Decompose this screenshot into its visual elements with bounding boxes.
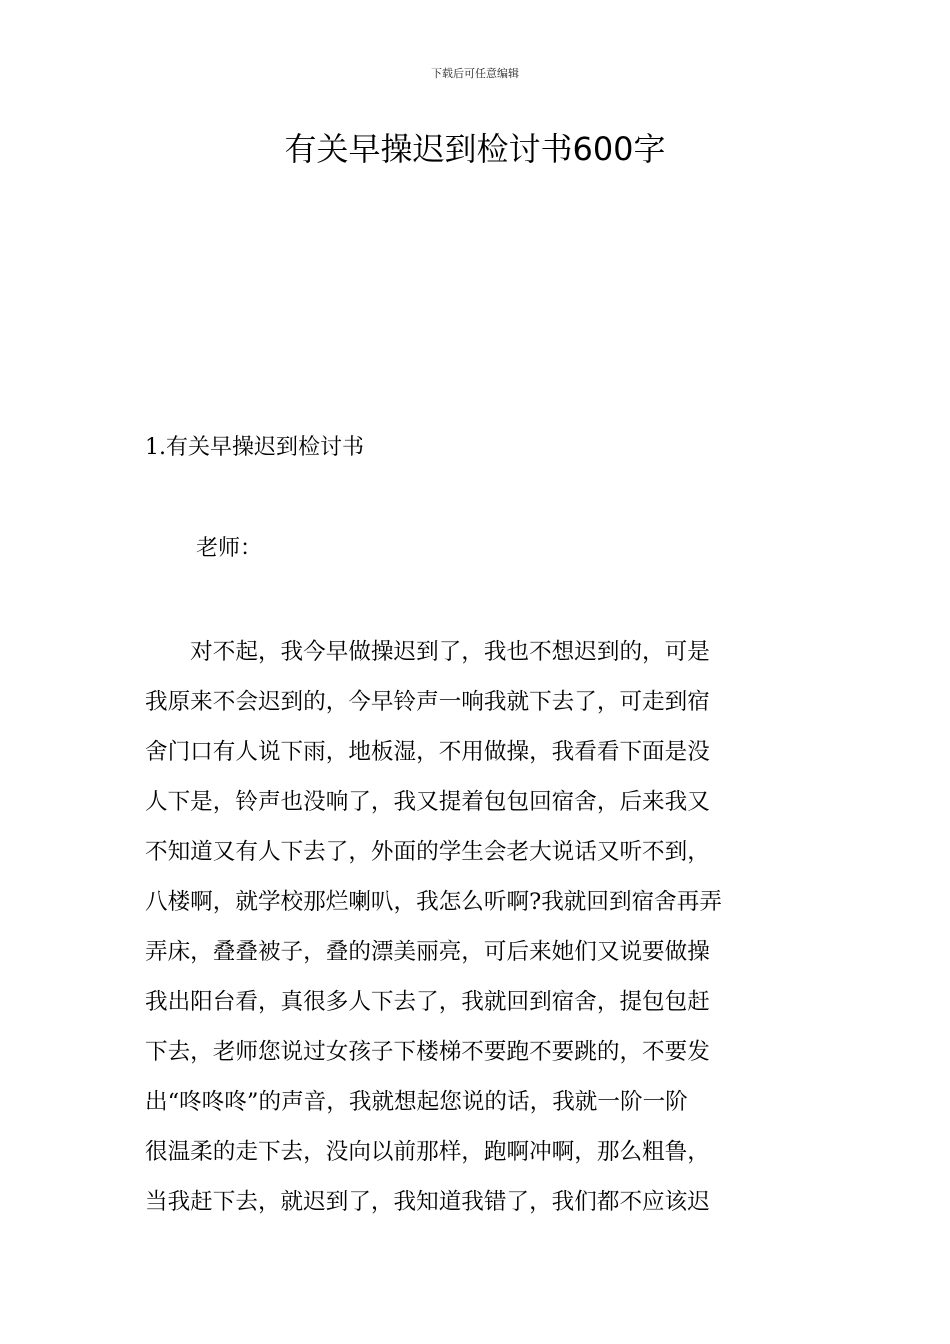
body-line: 八楼啊，就学校那烂喇叭，我怎么听啊?我就回到宿舍再弄 [145, 889, 722, 915]
body-line: 下去，老师您说过女孩子下楼梯不要跑不要跳的，不要发 [145, 1039, 710, 1065]
body-line: 对不起，我今早做操迟到了，我也不想迟到的，可是 [145, 639, 710, 665]
body-line: 我原来不会迟到的，今早铃声一响我就下去了，可走到宿 [145, 689, 710, 715]
body-line: 出“咚咚咚”的声音，我就想起您说的话，我就一阶一阶 [145, 1089, 688, 1115]
section-heading: 1.有关早操迟到检讨书 [145, 435, 364, 460]
body-line: 舍门口有人说下雨，地板湿，不用做操，我看看下面是没 [145, 739, 710, 765]
body-paragraph [145, 627, 815, 1227]
body-line: 人下是，铃声也没响了，我又提着包包回宿舍，后来我又 [145, 789, 710, 815]
document-title: 有关早操迟到检讨书600字 [284, 130, 666, 168]
header-note: 下载后可任意编辑 [431, 67, 519, 80]
body-line: 弄床，叠叠被子，叠的漂美丽亮，可后来她们又说要做操 [145, 939, 710, 965]
body-line: 不知道又有人下去了，外面的学生会老大说话又听不到， [145, 839, 710, 865]
body-line: 我出阳台看，真很多人下去了，我就回到宿舍，提包包赶 [145, 989, 710, 1015]
body-line: 当我赶下去，就迟到了，我知道我错了，我们都不应该迟 [145, 1189, 710, 1215]
body-line: 很温柔的走下去，没向以前那样，跑啊冲啊，那么粗鲁， [145, 1139, 710, 1165]
salutation: 老师： [196, 536, 263, 561]
